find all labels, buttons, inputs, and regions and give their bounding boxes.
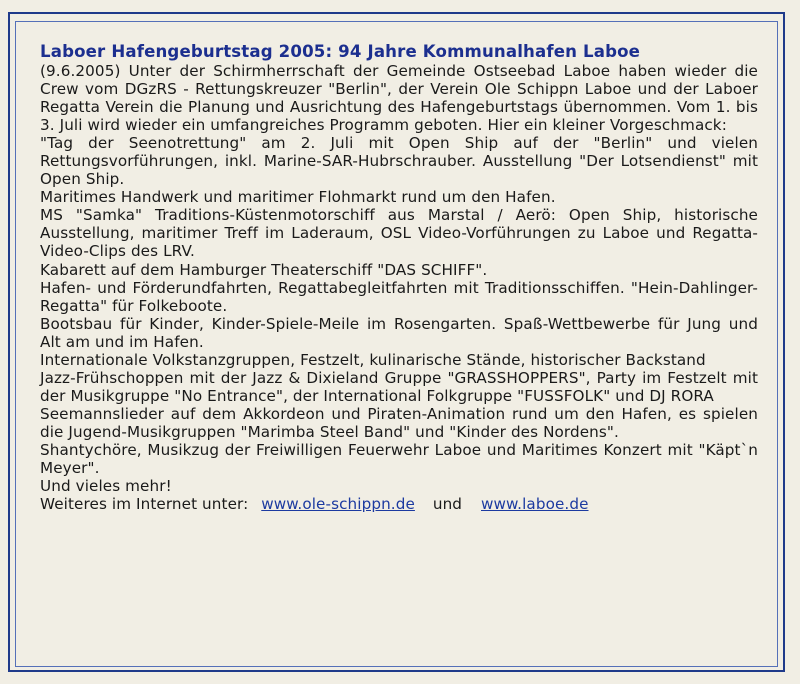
intro-paragraph: (9.6.2005) Unter der Schirmherrschaft der Gemeinde Ostseebad Laboe haben wieder die Crew vom DGzRS - Rettungskreuzer "Berlin", der Verein Ole Schippn Laboe und der Laboer Regatta Verein die Planung und Ausrichtung des Hafengeburtstags übernommen. Vom 1. bis 3. Juli wird wieder ein umfangreiches Programm geboten. Hier ein kleiner Vorgeschmack: [40, 62, 758, 135]
program-item-handwerk: Maritimes Handwerk und maritimer Flohmarkt rund um den Hafen. [40, 188, 556, 207]
program-item-kabarett: Kabarett auf dem Hamburger Theaterschiff "DAS SCHIFF". [40, 260, 488, 279]
more-info-line [40, 495, 758, 513]
article [40, 42, 758, 513]
ole-schippn-link[interactable]: www.ole-schippn.de [261, 495, 415, 514]
program-item-jazz: Jazz-Frühschoppen mit der Jazz & Dixieland Gruppe "GRASSHOPPERS", Party im Festzelt mit der Musikgruppe "No Entrance", der International Folkgruppe "FUSSFOLK" und DJ RORA [40, 368, 758, 405]
closing-line: Und vieles mehr! [40, 477, 172, 496]
article-title: Laboer Hafengeburtstag 2005: 94 Jahre Kommunalhafen Laboe [40, 42, 641, 61]
program-item-kinder: Bootsbau für Kinder, Kinder-Spiele-Meile im Rosengarten. Spaß-Wettbewerbe für Jung und Alt am und im Hafen. [40, 314, 758, 351]
laboe-link[interactable]: www.laboe.de [481, 495, 589, 514]
program-item-seenotrettung: "Tag der Seenotrettung" am 2. Juli mit Open Ship auf der "Berlin" und vielen Rettungsvorführungen, inkl. Marine-SAR-Hubrschrauber. Ausstellung "Der Lotsendienst" mit Open Ship. [40, 134, 758, 189]
program-item-rundfahrten: Hafen- und Förderundfahrten, Regattabegleitfahrten mit Traditionsschiffen. "Hein-Dahlinger-Regatta" für Folkeboote. [40, 278, 758, 315]
more-info-label: Weiteres im Internet unter: [40, 495, 249, 514]
program-item-seemannslieder: Seemannslieder auf dem Akkordeon und Piraten-Animation rund um den Hafen, es spielen die Jugend-Musikgruppen "Marimba Steel Band" und "Kinder des Nordens". [40, 404, 758, 441]
program-item-volkstanz: Internationale Volkstanzgruppen, Festzelt, kulinarische Stände, historischer Backstand [40, 350, 706, 369]
program-item-shantychoere: Shantychöre, Musikzug der Freiwilligen Feuerwehr Laboe und Maritimes Konzert mit "Käpt`n Meyer". [40, 440, 758, 478]
program-item-samka: MS "Samka" Traditions-Küstenmotorschiff aus Marstal / Aerö: Open Ship, historische Ausstellung, maritimer Treff im Laderaum, OSL Video-Vorführungen zu Laboe und Regatta-Video-Clips des LRV. [40, 206, 758, 261]
link-conjunction: und [432, 495, 463, 514]
